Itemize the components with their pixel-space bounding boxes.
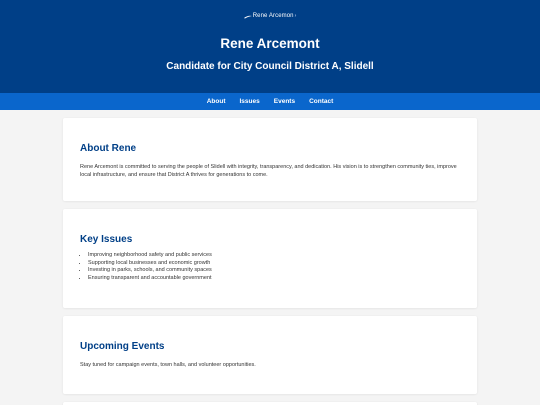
main-nav bbox=[0, 93, 540, 110]
swoosh-icon bbox=[244, 15, 252, 18]
logo-tail: › bbox=[294, 13, 297, 19]
list-item: • Supporting local businesses and economic growth bbox=[88, 260, 460, 268]
list-item: • Improving neighborhood safety and public services bbox=[88, 252, 460, 260]
nav-link-events[interactable]: Events bbox=[273, 98, 296, 105]
nav-link-issues[interactable]: Issues bbox=[239, 98, 260, 105]
issues-list bbox=[80, 252, 460, 282]
list-item: • Investing in parks, schools, and community spaces bbox=[88, 267, 460, 275]
page-title: Rene Arcemont bbox=[220, 36, 320, 51]
about-heading: About Rene bbox=[80, 143, 137, 154]
about-body: Rene Arcemont is committed to serving the people of Slidell with integrity, transparency, and dedication. His vision is to strengthen community ties, improve local infrastructure, and ensure that District A thrives for generations to come. bbox=[80, 164, 457, 178]
issues-section bbox=[63, 209, 477, 308]
issues-heading: Key Issues bbox=[80, 234, 133, 245]
nav-link-about[interactable]: About bbox=[206, 98, 226, 105]
about-section bbox=[63, 118, 477, 201]
page-subtitle: Candidate for City Council District A, Slidell bbox=[166, 61, 374, 72]
site-header bbox=[0, 0, 540, 93]
events-body: Stay tuned for campaign events, town halls, and volunteer opportunities. bbox=[80, 362, 256, 368]
events-heading: Upcoming Events bbox=[80, 341, 165, 352]
list-item: • Ensuring transparent and accountable government bbox=[88, 275, 460, 283]
main-content bbox=[0, 110, 540, 405]
logo-text: Rene Arcemon bbox=[252, 13, 294, 19]
nav-link-contact[interactable]: Contact bbox=[309, 98, 334, 105]
campaign-logo[interactable] bbox=[0, 12, 540, 20]
events-section bbox=[63, 316, 477, 394]
